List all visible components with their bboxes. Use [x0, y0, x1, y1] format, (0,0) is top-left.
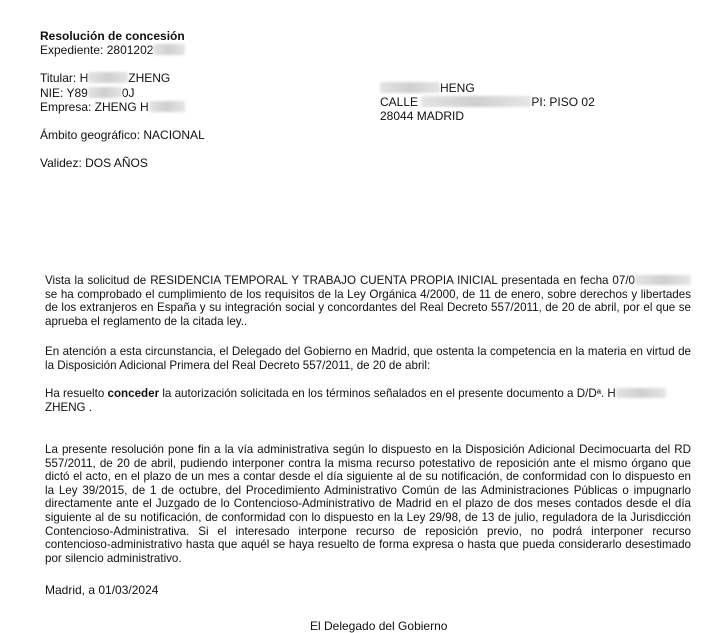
nie-tail: 0J — [121, 86, 135, 100]
nie-line — [40, 86, 135, 100]
address-name-tail: HENG — [440, 81, 475, 95]
address-street-head: CALLE — [380, 95, 419, 109]
empresa-label: Empresa: ZHENG H — [40, 100, 149, 114]
redacted-block — [149, 101, 185, 112]
resuelto-text: Ha resuelto — [45, 387, 105, 400]
signature-title: El Delegado del Gobierno — [310, 619, 448, 633]
document-title: Resolución de concesión — [40, 29, 185, 43]
paragraph-solicitud — [45, 274, 691, 328]
address-line-1 — [380, 81, 475, 95]
address-line-3: 28044 MADRID — [380, 109, 465, 123]
conceder-text: conceder — [107, 387, 160, 400]
redacted-block — [380, 82, 440, 93]
address-line-2 — [380, 95, 595, 109]
place-date: Madrid, a 01/03/2024 — [45, 583, 159, 597]
redacted-block — [153, 44, 185, 55]
paragraph-atencion: En atención a esta circunstancia, el Delegado del Gobierno en Madrid, que ostenta la competencia en la materia en virtud de la Disposición Adicional Primera del Real Decreto 557/2011, de 20 de abril: — [45, 345, 691, 372]
redacted-block — [88, 87, 122, 98]
redacted-block — [616, 388, 666, 398]
nie-label: NIE: Y89 — [40, 86, 88, 100]
expediente-line — [40, 43, 185, 57]
expediente-label: Expediente: 2801202 — [40, 43, 154, 57]
titular-surname: ZHENG — [128, 71, 171, 85]
titular-label: Titular: H — [40, 71, 89, 85]
paragraph-solicitud-b: se ha comprobado el cumplimiento de los requisitos de la Ley Orgánica 4/2000, de 11 de enero, sobre derechos y libertades de los extranjeros en España y su integración social y concordantes del Real Decreto 557/2011, de 20 de abril, por el que se aprueba el reglamento de la citada ley.. — [45, 287, 691, 328]
paragraph-resuelto — [45, 387, 691, 414]
address-street-tail: PI: PISO 02 — [531, 95, 595, 109]
redacted-block — [421, 96, 531, 107]
paragraph-solicitud-a: Vista la solicitud de RESIDENCIA TEMPORAL Y TRABAJO CUENTA PROPIA INICIAL presentada en fecha 07/0 — [45, 274, 635, 287]
empresa-line — [40, 100, 185, 114]
redacted-block — [88, 72, 128, 83]
validez-line: Validez: DOS AÑOS — [40, 156, 148, 170]
ambito-line: Ámbito geográfico: NACIONAL — [40, 128, 205, 142]
titular-line — [40, 71, 170, 85]
paragraph-recursos: La presente resolución pone fin a la vía administrativa según lo dispuesto en la Disposición Adicional Decimocuarta del RD 557/2011, de 20 de abril, pudiendo interponer contra la misma recurso potestativo de reposición ante el mismo órgano que dictó el acto, en el plazo de un mes a contar desde el día siguiente al de su notificación, de conformidad con lo dispuesto en la Ley 39/2015, de 1 de octubre, del Procedimiento Administrativo Común de las Administraciones Públicas o impugnarlo directamente ante el Juzgado de lo Contencioso-Administrativo de Madrid en el plazo de dos meses contados desde el día siguiente al de su notificación, de conformidad con lo dispuesto en la Ley 29/98, de 13 de julio, reguladora de la Jurisdicción Contencioso-Administrativa. Si el interesado interpone recurso de reposición previo, no podrá interponer recurso contencioso-administrativo hasta que aquél se haya resuelto de forma expresa o hasta que pueda considerarlo desestimado por silencio administrativo. — [45, 443, 691, 565]
resuelto-surname: ZHENG . — [45, 400, 93, 414]
resuelto-detail: la autorización solicitada en los términos señalados en el presente documento a D/Dª. H — [162, 387, 616, 400]
redacted-block — [635, 275, 691, 285]
